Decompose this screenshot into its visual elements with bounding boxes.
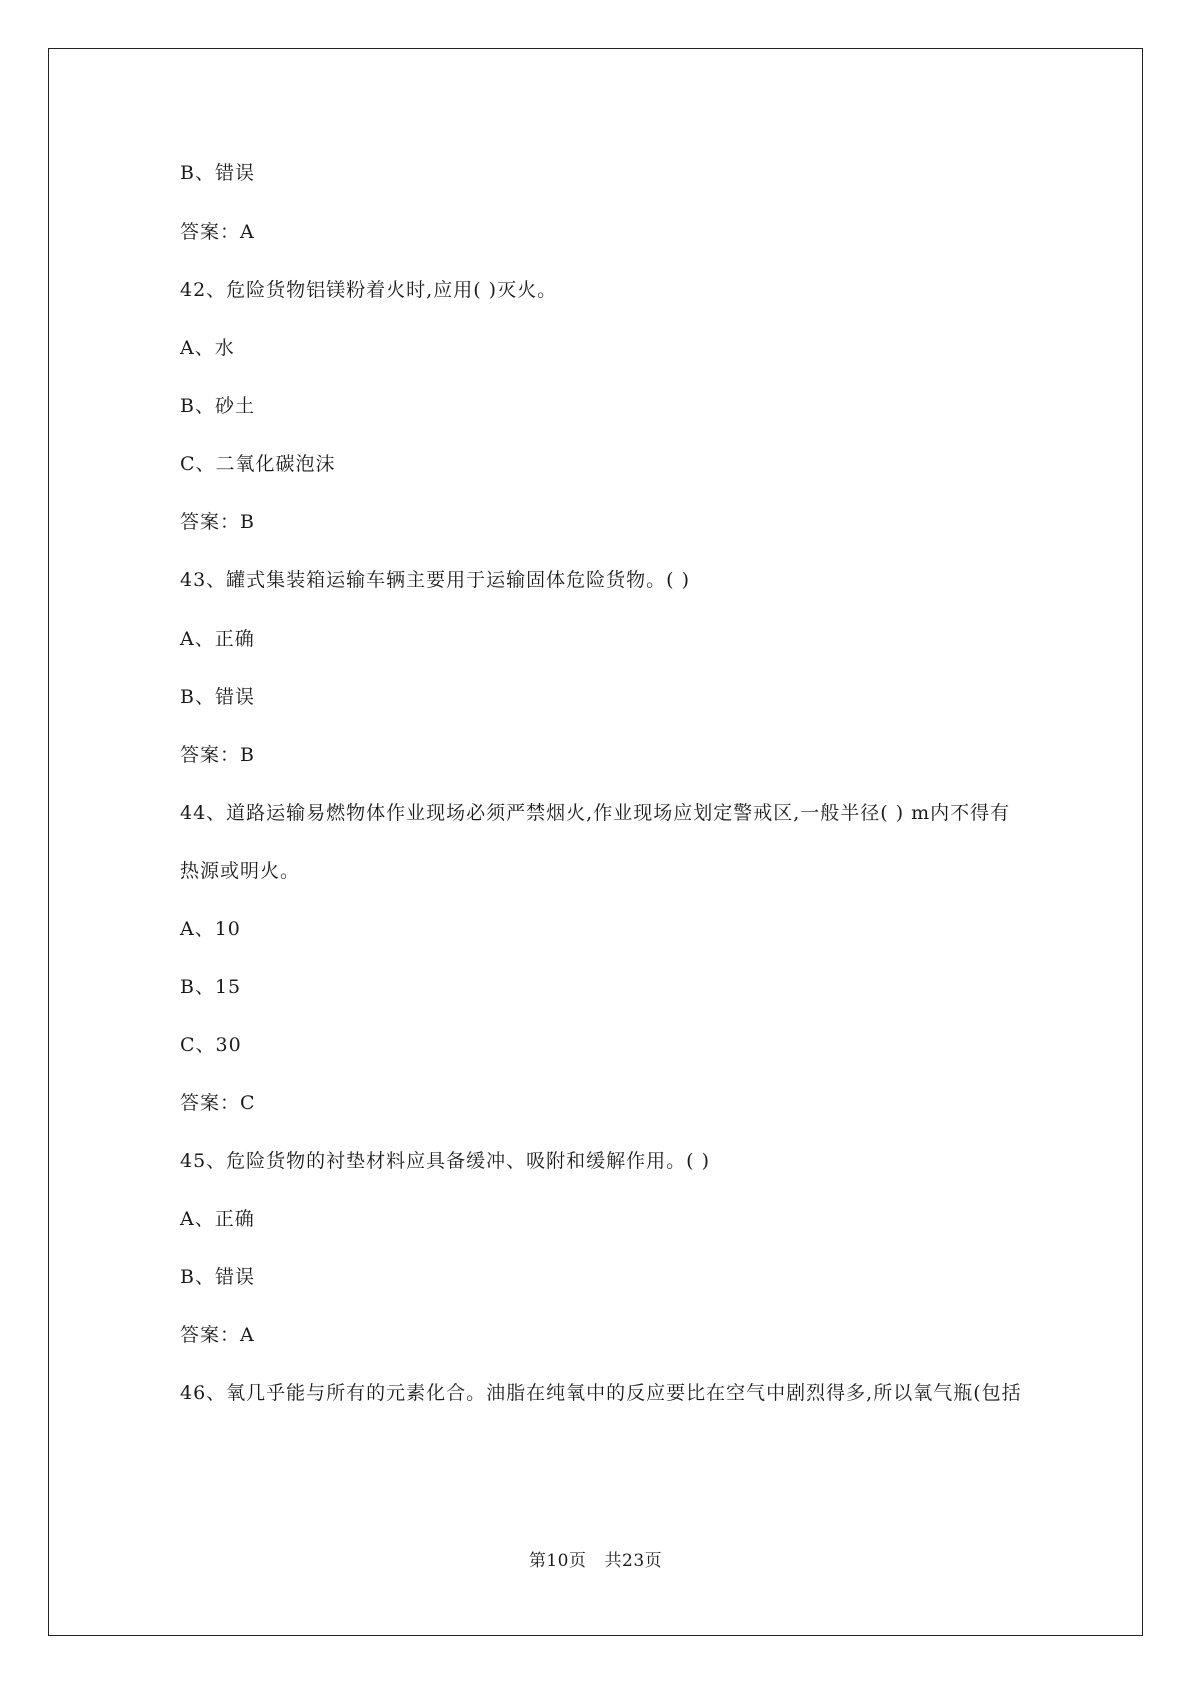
option-line: B、错误 bbox=[180, 1266, 255, 1288]
answer-line: 答案：B bbox=[180, 744, 255, 766]
option-line: B、砂土 bbox=[180, 395, 255, 417]
page-total: 共23页 bbox=[604, 1551, 663, 1571]
question-44-continuation: 热源或明火。 bbox=[180, 860, 301, 882]
option-line: C、30 bbox=[180, 1034, 242, 1056]
answer-line: 答案：B bbox=[180, 511, 255, 533]
question-42: 42、危险货物铝镁粉着火时,应用( )灭火。 bbox=[180, 279, 558, 301]
answer-line: 答案：C bbox=[180, 1092, 256, 1114]
option-line: A、水 bbox=[180, 337, 235, 359]
answer-line: 答案：A bbox=[180, 221, 255, 243]
page-number: 第10页 bbox=[528, 1551, 587, 1571]
option-line: B、错误 bbox=[180, 686, 255, 708]
option-line: A、10 bbox=[180, 918, 241, 940]
answer-line: 答案：A bbox=[180, 1324, 255, 1346]
text-line: B、错误 bbox=[180, 162, 255, 184]
option-line: A、正确 bbox=[180, 1208, 255, 1230]
option-line: A、正确 bbox=[180, 628, 255, 650]
option-line: C、二氧化碳泡沫 bbox=[180, 453, 336, 475]
question-45: 45、危险货物的衬垫材料应具备缓冲、吸附和缓解作用。( ) bbox=[180, 1150, 711, 1172]
question-43: 43、罐式集装箱运输车辆主要用于运输固体危险货物。( ) bbox=[180, 569, 691, 591]
question-46: 46、氧几乎能与所有的元素化合。油脂在纯氧中的反应要比在空气中剧烈得多,所以氧气瓶(包括 bbox=[180, 1382, 1022, 1404]
option-line: B、15 bbox=[180, 976, 242, 998]
question-44: 44、道路运输易燃物体作业现场必须严禁烟火,作业现场应划定警戒区,一般半径( ) m内不得有 bbox=[180, 802, 1011, 824]
page-footer bbox=[0, 1546, 1191, 1571]
